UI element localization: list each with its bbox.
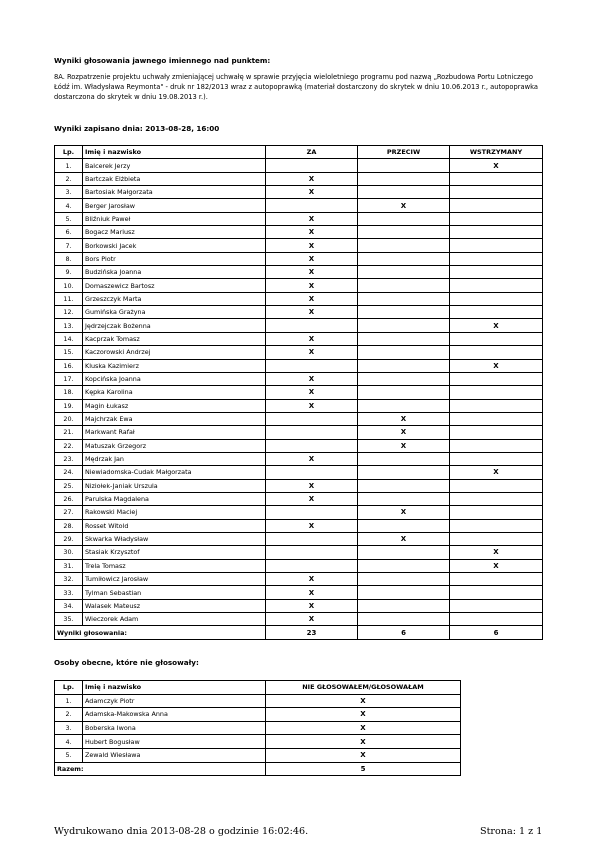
row-vote-wstrzymany [450,199,543,212]
row-lp: 30. [55,546,83,559]
table-row [55,252,543,265]
row-name: Kacprzak Tomasz [83,332,266,345]
row-vote-wstrzymany [450,212,543,225]
absent-table [54,680,461,776]
row-lp: 29. [55,532,83,545]
row-vote-za: X [266,399,358,412]
row-vote-za [266,439,358,452]
table-row [55,186,543,199]
row-name: Budzińska Joanna [83,266,266,279]
row-vote-przeciw [358,613,450,626]
col-wstrzymany-header: WSTRZYMANY [450,146,543,159]
absent-row-name: Adamczyk Piotr [83,694,266,708]
table-row [55,452,543,465]
row-name: Grzeszczyk Marta [83,292,266,305]
absent-row-mark: X [266,748,461,762]
row-vote-przeciw [358,239,450,252]
row-lp: 7. [55,239,83,252]
row-vote-wstrzymany [450,399,543,412]
row-vote-przeciw [358,252,450,265]
row-lp: 18. [55,386,83,399]
row-vote-wstrzymany [450,599,543,612]
table-row [55,306,543,319]
absent-col-name-header: Imię i nazwisko [83,681,266,695]
row-vote-za: X [266,586,358,599]
row-name: Tylman Sebastian [83,586,266,599]
row-vote-przeciw [358,186,450,199]
agenda-item-description: 8A. Rozpatrzenie projektu uchwały zmieniającej uchwałę w sprawie przyjęcia wieloletniego programu pod nazwą „Rozbudowa Portu Lotniczego Łódź im. Władysława Reymonta" - druk nr 182/2013 wraz z autopoprawką (materiał dostarczony do skrytek w dniu 10.06.2013 r., autopoprawka dostarczona do skrytek w dniu 19.08.2013 r.). [54,73,538,101]
table-row [55,599,543,612]
row-vote-wstrzymany: X [450,359,543,372]
table-row [55,172,543,185]
absent-row-lp: 4. [55,735,83,749]
row-vote-wstrzymany [450,186,543,199]
row-vote-przeciw [358,466,450,479]
row-lp: 15. [55,346,83,359]
row-vote-przeciw [358,306,450,319]
row-vote-za: X [266,252,358,265]
table-row [55,708,461,722]
row-lp: 16. [55,359,83,372]
row-vote-przeciw: X [358,532,450,545]
table-row [55,372,543,385]
row-vote-za: X [266,332,358,345]
absent-header-row [55,681,461,695]
table-row [55,239,543,252]
row-vote-za: X [266,346,358,359]
votes-totals-row [55,626,543,639]
row-lp: 28. [55,519,83,532]
row-vote-wstrzymany [450,306,543,319]
row-lp: 33. [55,586,83,599]
row-vote-wstrzymany [450,613,543,626]
row-vote-przeciw [358,546,450,559]
row-vote-przeciw [358,492,450,505]
row-vote-przeciw [358,172,450,185]
row-vote-za [266,159,358,172]
row-vote-wstrzymany: X [450,159,543,172]
row-lp: 20. [55,412,83,425]
row-lp: 2. [55,172,83,185]
row-vote-za [266,426,358,439]
table-row [55,466,543,479]
total-za: 23 [266,626,358,639]
row-vote-przeciw [358,479,450,492]
row-vote-wstrzymany: X [450,319,543,332]
row-vote-wstrzymany [450,386,543,399]
row-vote-przeciw: X [358,506,450,519]
row-vote-za: X [266,573,358,586]
table-row [55,292,543,305]
row-vote-przeciw [358,359,450,372]
row-vote-przeciw [358,346,450,359]
absent-row-lp: 3. [55,721,83,735]
row-vote-przeciw [358,226,450,239]
row-name: Kępka Karolina [83,386,266,399]
row-vote-wstrzymany [450,266,543,279]
table-row [55,519,543,532]
row-lp: 24. [55,466,83,479]
row-name: Tumiłowicz Jarosław [83,573,266,586]
table-row [55,359,543,372]
row-name: Parulska Magdalena [83,492,266,505]
row-vote-przeciw [358,332,450,345]
row-vote-wstrzymany [450,519,543,532]
table-row [55,439,543,452]
absent-total-label: Razem: [55,762,266,776]
row-vote-przeciw [358,586,450,599]
row-name: Mędrzak Jan [83,452,266,465]
table-row [55,386,543,399]
col-za-header: ZA [266,146,358,159]
row-vote-wstrzymany [450,292,543,305]
col-przeciw-header: PRZECIW [358,146,450,159]
row-vote-za: X [266,613,358,626]
row-name: Bartczak Elżbieta [83,172,266,185]
table-row [55,266,543,279]
row-lp: 25. [55,479,83,492]
table-row [55,399,543,412]
row-vote-za [266,412,358,425]
row-vote-przeciw: X [358,439,450,452]
row-name: Kluska Kazimierz [83,359,266,372]
row-vote-przeciw [358,599,450,612]
row-vote-za [266,359,358,372]
table-row [55,559,543,572]
table-row [55,546,543,559]
row-lp: 19. [55,399,83,412]
row-vote-za: X [266,226,358,239]
row-vote-wstrzymany [450,239,543,252]
row-lp: 5. [55,212,83,225]
row-vote-wstrzymany [450,279,543,292]
row-vote-wstrzymany [450,479,543,492]
row-vote-przeciw [358,399,450,412]
row-name: Skwarka Władysław [83,532,266,545]
row-name: Walasek Mateusz [83,599,266,612]
table-row [55,346,543,359]
row-vote-wstrzymany [450,332,543,345]
absent-row-lp: 5. [55,748,83,762]
row-vote-za: X [266,599,358,612]
absent-row-mark: X [266,708,461,722]
row-lp: 13. [55,319,83,332]
absent-total-row [55,762,461,776]
row-name: Rosset Witold [83,519,266,532]
absent-row-name: Adamska-Makowska Anna [83,708,266,722]
table-row [55,573,543,586]
row-name: Bors Piotr [83,252,266,265]
row-lp: 4. [55,199,83,212]
table-row [55,492,543,505]
col-lp-header: Lp. [55,146,83,159]
row-vote-za: X [266,172,358,185]
row-vote-wstrzymany [450,492,543,505]
row-vote-za [266,559,358,572]
row-vote-przeciw: X [358,199,450,212]
row-vote-wstrzymany [450,412,543,425]
row-vote-za: X [266,386,358,399]
row-vote-za: X [266,306,358,319]
row-vote-za: X [266,492,358,505]
row-vote-przeciw [358,266,450,279]
row-lp: 3. [55,186,83,199]
row-name: Borkowski Jacek [83,239,266,252]
table-row [55,694,461,708]
row-name: Niewiadomska-Cudak Małgorzata [83,466,266,479]
row-vote-wstrzymany [450,586,543,599]
row-vote-wstrzymany [450,573,543,586]
total-przeciw: 6 [358,626,450,639]
row-name: Rakowski Maciej [83,506,266,519]
absent-row-mark: X [266,694,461,708]
row-vote-przeciw: X [358,426,450,439]
table-row [55,748,461,762]
row-vote-za: X [266,452,358,465]
row-vote-wstrzymany [450,172,543,185]
row-vote-przeciw [358,292,450,305]
row-lp: 26. [55,492,83,505]
row-lp: 9. [55,266,83,279]
row-lp: 8. [55,252,83,265]
row-lp: 22. [55,439,83,452]
row-vote-przeciw [358,372,450,385]
votes-body [55,159,543,626]
absent-col-lp-header: Lp. [55,681,83,695]
absent-row-name: Boberska Iwona [83,721,266,735]
table-row [55,479,543,492]
row-name: Gumińska Grażyna [83,306,266,319]
table-row [55,279,543,292]
row-vote-wstrzymany [450,252,543,265]
row-lp: 31. [55,559,83,572]
results-heading: Wyniki głosowania jawnego imiennego nad punktem: [54,56,271,65]
row-vote-przeciw [358,386,450,399]
row-lp: 34. [55,599,83,612]
row-name: Magin Łukasz [83,399,266,412]
row-vote-przeciw [358,573,450,586]
row-vote-przeciw [358,319,450,332]
row-vote-za: X [266,266,358,279]
table-row [55,212,543,225]
absent-heading: Osoby obecne, które nie głosowały: [54,658,199,667]
row-vote-za [266,466,358,479]
row-vote-wstrzymany [450,426,543,439]
row-vote-za: X [266,479,358,492]
row-name: Kaczorowski Andrzej [83,346,266,359]
row-vote-wstrzymany [450,439,543,452]
row-name: Jędrzejczak Bożenna [83,319,266,332]
row-name: Trela Tomasz [83,559,266,572]
row-name: Matuszak Grzegorz [83,439,266,452]
row-lp: 17. [55,372,83,385]
row-vote-za [266,546,358,559]
table-row [55,721,461,735]
row-vote-przeciw [358,519,450,532]
table-row [55,613,543,626]
row-vote-przeciw [358,279,450,292]
table-row [55,412,543,425]
row-vote-za: X [266,212,358,225]
table-row [55,159,543,172]
row-name: Kopcińska Joanna [83,372,266,385]
absent-row-lp: 2. [55,708,83,722]
row-lp: 1. [55,159,83,172]
row-name: Markwant Rafał [83,426,266,439]
row-vote-przeciw [358,559,450,572]
row-lp: 6. [55,226,83,239]
row-vote-wstrzymany [450,532,543,545]
row-vote-za: X [266,279,358,292]
row-name: Stasiak Krzysztof [83,546,266,559]
row-name: Niziołek-Janiak Urszula [83,479,266,492]
row-lp: 10. [55,279,83,292]
row-name: Bogacz Mariusz [83,226,266,239]
row-vote-wstrzymany [450,346,543,359]
row-name: Bliźniuk Paweł [83,212,266,225]
row-lp: 12. [55,306,83,319]
absent-row-lp: 1. [55,694,83,708]
row-vote-wstrzymany [450,452,543,465]
row-vote-przeciw: X [358,412,450,425]
row-name: Balcerek Jerzy [83,159,266,172]
row-name: Majchrzak Ewa [83,412,266,425]
row-vote-wstrzymany [450,226,543,239]
col-name-header: Imię i nazwisko [83,146,266,159]
row-name: Berger Jarosław [83,199,266,212]
row-lp: 27. [55,506,83,519]
row-vote-za [266,199,358,212]
absent-body [55,694,461,762]
row-vote-za: X [266,239,358,252]
row-vote-wstrzymany: X [450,466,543,479]
row-lp: 14. [55,332,83,345]
absent-row-mark: X [266,735,461,749]
row-lp: 32. [55,573,83,586]
row-vote-wstrzymany [450,372,543,385]
row-vote-za: X [266,372,358,385]
row-vote-za: X [266,292,358,305]
row-lp: 35. [55,613,83,626]
table-row [55,532,543,545]
row-vote-wstrzymany [450,506,543,519]
absent-col-status-header: NIE GŁOSOWAŁEM/GŁOSOWAŁAM [266,681,461,695]
votes-header-row [55,146,543,159]
row-vote-wstrzymany: X [450,546,543,559]
absent-row-name: Hubert Bogusław [83,735,266,749]
saved-timestamp: Wyniki zapisano dnia: 2013-08-28, 16:00 [54,124,220,133]
votes-table [54,145,543,640]
table-row [55,199,543,212]
row-lp: 23. [55,452,83,465]
absent-row-mark: X [266,721,461,735]
row-vote-za: X [266,519,358,532]
row-lp: 11. [55,292,83,305]
row-vote-przeciw [358,212,450,225]
footer-page: Strona: 1 z 1 [480,826,543,837]
absent-total-value: 5 [266,762,461,776]
row-vote-wstrzymany: X [450,559,543,572]
table-row [55,226,543,239]
row-vote-przeciw [358,452,450,465]
row-name: Wieczorek Adam [83,613,266,626]
table-row [55,735,461,749]
total-wstrzymany: 6 [450,626,543,639]
row-vote-za [266,319,358,332]
row-vote-za [266,506,358,519]
footer-printed: Wydrukowano dnia 2013-08-28 o godzinie 16:02:46. [54,826,309,837]
row-vote-za: X [266,186,358,199]
row-name: Domaszewicz Bartosz [83,279,266,292]
table-row [55,319,543,332]
totals-label: Wyniki głosowania: [55,626,266,639]
absent-row-name: Zewald Wiesława [83,748,266,762]
row-vote-za [266,532,358,545]
row-name: Bartosiak Małgorzata [83,186,266,199]
table-row [55,586,543,599]
row-lp: 21. [55,426,83,439]
row-vote-przeciw [358,159,450,172]
table-row [55,506,543,519]
table-row [55,426,543,439]
table-row [55,332,543,345]
